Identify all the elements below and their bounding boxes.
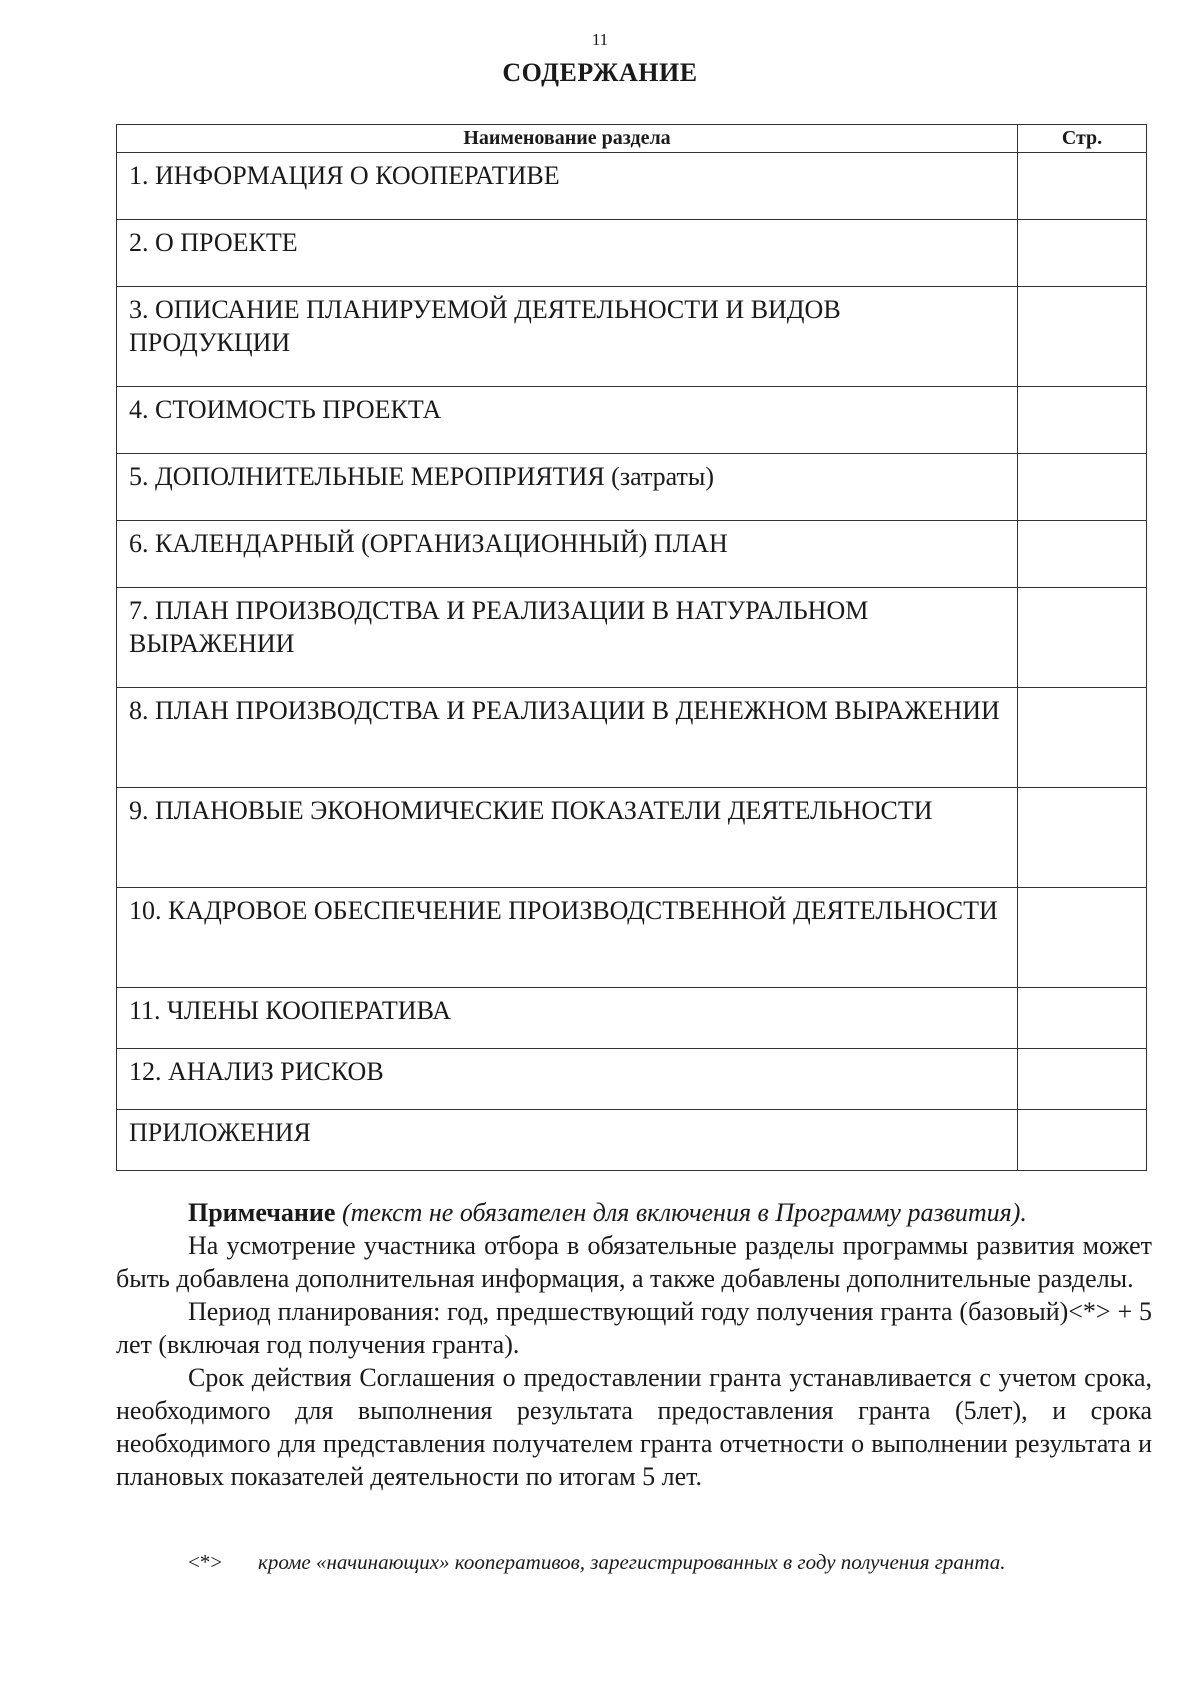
table-row xyxy=(117,454,1147,521)
table-header-row xyxy=(117,125,1147,153)
note-paragraph: Период планирования: год, предшествующий году получения гранта (базовый)<*> + 5 лет (включая год получения гранта). xyxy=(116,1297,1152,1359)
note-paragraph: На усмотрение участника отбора в обязательные разделы программы развития может быть добавлена дополнительная информация, а также добавлены дополнительные разделы. xyxy=(116,1231,1152,1293)
section-name: 12. АНАЛИЗ РИСКОВ xyxy=(117,1049,1018,1110)
header-section-name: Наименование раздела xyxy=(117,125,1018,153)
section-page xyxy=(1018,387,1147,454)
section-name: 7. ПЛАН ПРОИЗВОДСТВА И РЕАЛИЗАЦИИ В НАТУРАЛЬНОМ ВЫРАЖЕНИИ xyxy=(117,588,1018,688)
footnote xyxy=(188,1550,1148,1575)
table-row xyxy=(117,688,1147,788)
section-page xyxy=(1018,588,1147,688)
section-page xyxy=(1018,220,1147,287)
table-row xyxy=(117,287,1147,387)
table-row xyxy=(117,153,1147,220)
section-page xyxy=(1018,454,1147,521)
section-page xyxy=(1018,788,1147,888)
section-page xyxy=(1018,521,1147,588)
section-page xyxy=(1018,988,1147,1049)
section-page xyxy=(1018,287,1147,387)
table-row xyxy=(117,788,1147,888)
table-row xyxy=(117,588,1147,688)
section-name: 1. ИНФОРМАЦИЯ О КООПЕРАТИВЕ xyxy=(117,153,1018,220)
footnote-mark: <*> xyxy=(188,1550,223,1574)
section-page xyxy=(1018,888,1147,988)
note-heading xyxy=(116,1196,1152,1229)
note-paragraph: Срок действия Соглашения о предоставлении гранта устанавливается с учетом срока, необходимого для выполнения результата предоставления гранта (5лет), и срока необходимого для представления получателем гранта отчетности о выполнении результата и плановых показателей деятельности по итогам 5 лет. xyxy=(116,1363,1152,1491)
section-name: 5. ДОПОЛНИТЕЛЬНЫЕ МЕРОПРИЯТИЯ (затраты) xyxy=(117,454,1018,521)
note-label: Примечание xyxy=(188,1198,336,1227)
table-row xyxy=(117,220,1147,287)
table-row xyxy=(117,1110,1147,1171)
table-row xyxy=(117,387,1147,454)
footnote-text: кроме «начинающих» кооперативов, зарегистрированных в году получения гранта. xyxy=(258,1550,1006,1574)
note-block xyxy=(116,1196,1152,1493)
section-name: 9. ПЛАНОВЫЕ ЭКОНОМИЧЕСКИЕ ПОКАЗАТЕЛИ ДЕЯТЕЛЬНОСТИ xyxy=(117,788,1018,888)
table-row xyxy=(117,988,1147,1049)
section-name: 11. ЧЛЕНЫ КООПЕРАТИВА xyxy=(117,988,1018,1049)
table-row xyxy=(117,521,1147,588)
contents-table xyxy=(116,124,1147,1171)
table-row xyxy=(117,1049,1147,1110)
note-parenthetical: (текст не обязателен для включения в Программу развития). xyxy=(341,1198,1027,1227)
section-name: 4. СТОИМОСТЬ ПРОЕКТА xyxy=(117,387,1018,454)
section-page xyxy=(1018,153,1147,220)
page-number: 11 xyxy=(591,30,609,49)
section-page xyxy=(1018,688,1147,788)
page-title: СОДЕРЖАНИЕ xyxy=(502,58,698,87)
section-name: 2. О ПРОЕКТЕ xyxy=(117,220,1018,287)
section-name: 8. ПЛАН ПРОИЗВОДСТВА И РЕАЛИЗАЦИИ В ДЕНЕЖНОМ ВЫРАЖЕНИИ xyxy=(117,688,1018,788)
section-name: 6. КАЛЕНДАРНЫЙ (ОРГАНИЗАЦИОННЫЙ) ПЛАН xyxy=(117,521,1018,588)
section-name: ПРИЛОЖЕНИЯ xyxy=(117,1110,1018,1171)
section-page xyxy=(1018,1049,1147,1110)
section-page xyxy=(1018,1110,1147,1171)
header-page: Стр. xyxy=(1018,125,1147,153)
table-row xyxy=(117,888,1147,988)
section-name: 10. КАДРОВОЕ ОБЕСПЕЧЕНИЕ ПРОИЗВОДСТВЕННОЙ ДЕЯТЕЛЬНОСТИ xyxy=(117,888,1018,988)
section-name: 3. ОПИСАНИЕ ПЛАНИРУЕМОЙ ДЕЯТЕЛЬНОСТИ И ВИДОВ ПРОДУКЦИИ xyxy=(117,287,1018,387)
